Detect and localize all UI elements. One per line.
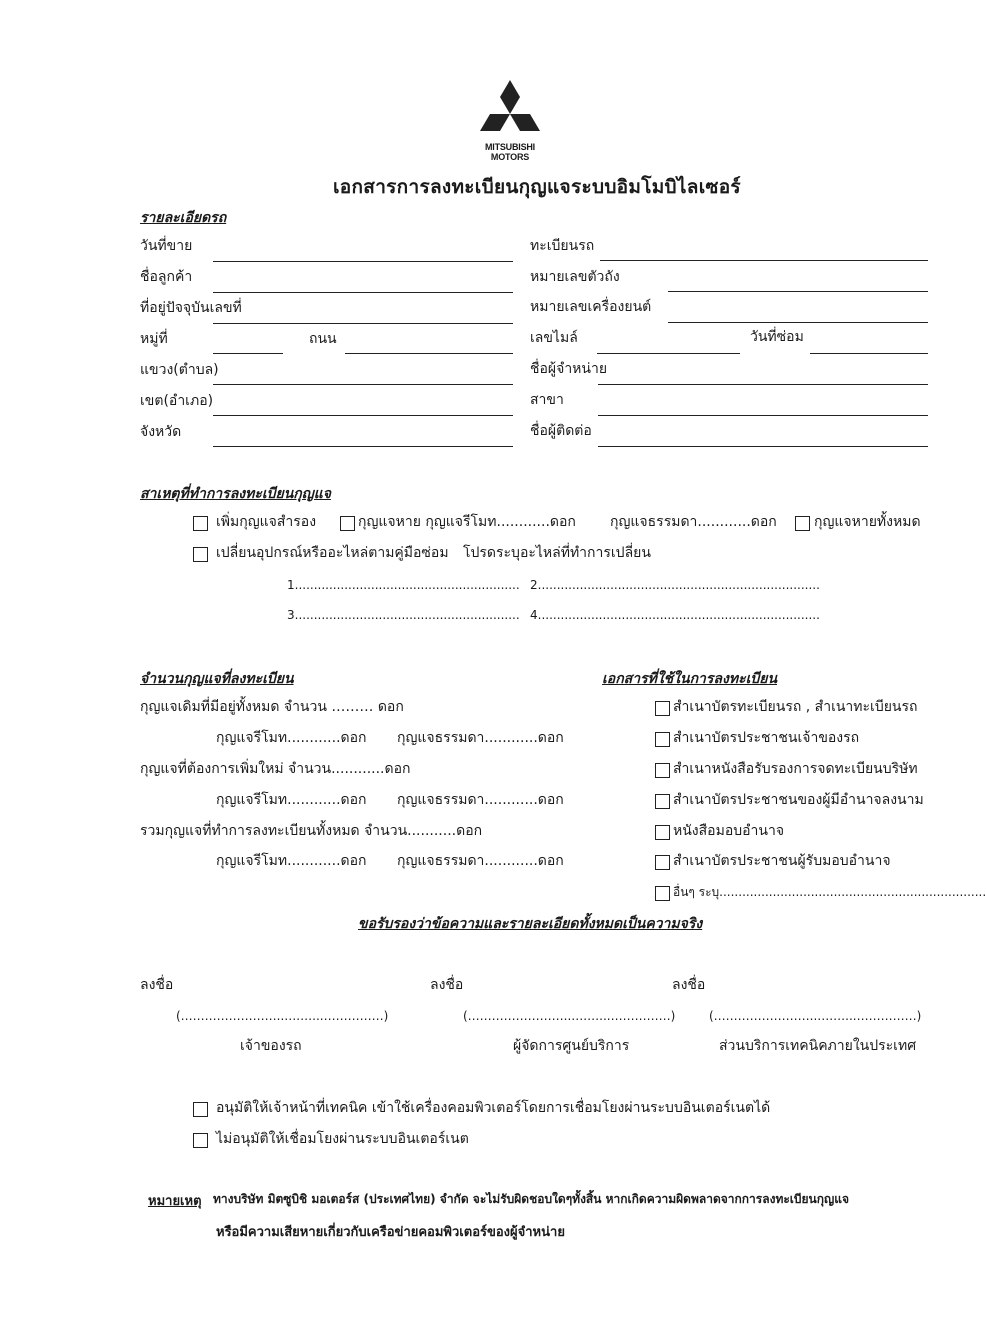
sign-label-tech: ลงชื่อ bbox=[672, 977, 706, 993]
doc-checkbox[interactable] bbox=[655, 825, 670, 840]
allow-remote-label: อนุมัติให้เจ้าหน้าที่เทคนิค เข้าใช้เครื่องคอมพิวเตอร์โดยการเชื่อมโยงผ่านระบบอินเตอร์เนตได้ bbox=[216, 1100, 771, 1116]
replace-parts-checkbox[interactable] bbox=[193, 547, 208, 562]
total-remote-field[interactable]: กุญแจรีโมท............ดอก bbox=[216, 853, 367, 869]
registration-field[interactable] bbox=[600, 260, 928, 261]
certify-statement: ขอรับรองว่าข้อความและรายละเอียดทั้งหมดเป็นความจริง bbox=[358, 916, 703, 932]
doc-item: สำเนาบัตรประชาชนเจ้าของรถ bbox=[673, 730, 860, 746]
logo-line2: MOTORS bbox=[490, 152, 530, 162]
branch-field[interactable] bbox=[598, 415, 928, 416]
owner-title: เจ้าของรถ bbox=[240, 1038, 302, 1054]
tech-title: ส่วนบริการเทคนิคภายในประเทศ bbox=[719, 1038, 917, 1054]
doc-other-checkbox[interactable] bbox=[655, 886, 670, 901]
doc-item: สำเนาบัตรประชาชนของผู้มีอำนาจลงนาม bbox=[673, 792, 924, 808]
road-field[interactable] bbox=[345, 353, 513, 354]
lost-all-label: กุญแจหายทั้งหมด bbox=[814, 514, 921, 530]
doc-item: สำเนาบัตรประชาชนผู้รับมอบอำนาจ bbox=[673, 853, 891, 869]
doc-item: หนังสือมอบอำนาจ bbox=[673, 823, 785, 839]
lost-normal-label: กุญแจธรรมดา............ดอก bbox=[610, 514, 777, 530]
logo-text bbox=[470, 142, 550, 162]
add-spare-label: เพิ่มกุญแจสำรอง bbox=[216, 514, 317, 530]
new-keys-field[interactable]: กุญแจที่ต้องการเพิ่มใหม่ จำนวน............ดอก bbox=[140, 761, 411, 777]
branch-label: สาขา bbox=[530, 392, 564, 408]
doc-item: สำเนาหนังสือรับรองการจดทะเบียนบริษัท bbox=[673, 761, 918, 777]
chassis-no-label: หมายเลขตัวถัง bbox=[530, 269, 620, 285]
new-remote-field[interactable]: กุญแจรีโมท............ดอก bbox=[216, 792, 367, 808]
doc-checkbox[interactable] bbox=[655, 732, 670, 747]
doc-checkbox[interactable] bbox=[655, 855, 670, 870]
engine-no-field[interactable] bbox=[668, 322, 928, 323]
dealer-name-field[interactable] bbox=[598, 384, 928, 385]
manager-title: ผู้จัดการศูนย์บริการ bbox=[513, 1038, 630, 1054]
registration-label: ทะเบียนรถ bbox=[530, 238, 595, 254]
moo-field[interactable] bbox=[213, 353, 283, 354]
existing-keys-field[interactable]: กุญแจเดิมที่มีอยู่ทั้งหมด จำนวน ……… ดอก bbox=[140, 699, 404, 715]
contact-name-field[interactable] bbox=[598, 446, 928, 447]
mileage-label: เลขไมล์ bbox=[530, 330, 578, 346]
part-4-field[interactable]: 4.......................................................................... bbox=[530, 608, 820, 622]
district-label: เขต(อำเภอ) bbox=[140, 393, 214, 409]
district-field[interactable] bbox=[213, 415, 513, 416]
engine-no-label: หมายเลขเครื่องยนต์ bbox=[530, 299, 652, 315]
subdistrict-field[interactable] bbox=[213, 384, 513, 385]
sign-label-owner: ลงชื่อ bbox=[140, 977, 174, 993]
logo-line1: MITSUBISHI bbox=[484, 142, 535, 152]
existing-remote-field[interactable]: กุญแจรีโมท............ดอก bbox=[216, 730, 367, 746]
note-label: หมายเหตุ bbox=[148, 1194, 202, 1209]
doc-checkbox[interactable] bbox=[655, 794, 670, 809]
subdistrict-label: แขวง(ตำบล) bbox=[140, 362, 219, 378]
three-diamonds-icon bbox=[470, 78, 550, 138]
tech-signature-field[interactable]: (……………………..….…...……………) bbox=[709, 1009, 922, 1023]
add-spare-checkbox[interactable] bbox=[193, 516, 208, 531]
road-label: ถนน bbox=[309, 331, 337, 347]
total-keys-field[interactable]: รวมกุญแจที่ทำการลงทะเบียนทั้งหมด จำนวน...........ดอก bbox=[140, 823, 483, 839]
sale-date-field[interactable] bbox=[213, 261, 513, 262]
lost-all-checkbox[interactable] bbox=[795, 516, 810, 531]
reason-heading: สาเหตุที่ทำการลงทะเบียนกุญแจ bbox=[140, 486, 331, 502]
allow-remote-checkbox[interactable] bbox=[193, 1102, 208, 1117]
mitsubishi-logo bbox=[470, 78, 550, 160]
new-normal-field[interactable]: กุญแจธรรมดา............ดอก bbox=[397, 792, 564, 808]
address-no-label: ที่อยู่ปัจจุบันเลขที่ bbox=[140, 300, 242, 316]
manager-signature-field[interactable]: (……………………..….…...……………) bbox=[463, 1009, 676, 1023]
specify-parts-label: โปรดระบุอะไหล่ที่ทำการเปลี่ยน bbox=[463, 545, 651, 561]
part-3-field[interactable]: 3........................................................... bbox=[287, 608, 520, 622]
doc-other-field[interactable]: อื่นๆ ระบุ...................................................................... bbox=[673, 885, 986, 899]
dealer-name-label: ชื่อผู้จำหน่าย bbox=[530, 361, 608, 377]
lost-key-checkbox[interactable] bbox=[340, 516, 355, 531]
contact-name-label: ชื่อผู้ติดต่อ bbox=[530, 423, 592, 439]
moo-label: หมู่ที่ bbox=[140, 331, 168, 347]
total-normal-field[interactable]: กุญแจธรรมดา............ดอก bbox=[397, 853, 564, 869]
sign-label-manager: ลงชื่อ bbox=[430, 977, 464, 993]
mileage-field[interactable] bbox=[597, 353, 740, 354]
repair-date-label: วันที่ซ่อม bbox=[750, 329, 804, 345]
province-field[interactable] bbox=[213, 446, 513, 447]
note-line-2: หรือมีความเสียหายเกี่ยวกับเครือข่ายคอมพิวเตอร์ของผู้จำหน่าย bbox=[216, 1225, 565, 1240]
document-title: เอกสารการลงทะเบียนกุญแจระบบอิมโมบิไลเซอร์ bbox=[333, 176, 741, 198]
vehicle-details-heading: รายละเอียดรถ bbox=[140, 210, 227, 226]
doc-item: สำเนาบัตรทะเบียนรถ , สำเนาทะเบียนรถ bbox=[673, 699, 918, 715]
customer-name-field[interactable] bbox=[213, 292, 513, 293]
repair-date-field[interactable] bbox=[810, 353, 928, 354]
note-line-1: ทางบริษัท มิตซูบิชิ มอเตอร์ส (ประเทศไทย) จำกัด จะไม่รับผิดชอบใดๆทั้งสิ้น หากเกิดความผิดพลาดจากการลงทะเบียนกุญแจ bbox=[213, 1192, 850, 1206]
key-count-heading: จำนวนกุญแจที่ลงทะเบียน bbox=[140, 671, 294, 687]
chassis-no-field[interactable] bbox=[668, 291, 928, 292]
existing-normal-field[interactable]: กุญแจธรรมดา............ดอก bbox=[397, 730, 564, 746]
replace-parts-label: เปลี่ยนอุปกรณ์หรืออะไหล่ตามคู่มือซ่อม bbox=[216, 545, 449, 561]
deny-remote-label: ไม่อนุมัติให้เชื่อมโยงผ่านระบบอินเตอร์เนต bbox=[216, 1131, 469, 1147]
doc-checkbox[interactable] bbox=[655, 763, 670, 778]
deny-remote-checkbox[interactable] bbox=[193, 1133, 208, 1148]
part-1-field[interactable]: 1........................................................... bbox=[287, 578, 520, 592]
documents-heading: เอกสารที่ใช้ในการลงทะเบียน bbox=[602, 671, 778, 687]
doc-checkbox[interactable] bbox=[655, 701, 670, 716]
lost-remote-label: กุญแจหาย กุญแจรีโมท............ดอก bbox=[358, 514, 576, 530]
part-2-field[interactable]: 2.......................................................................... bbox=[530, 578, 820, 592]
province-label: จังหวัด bbox=[140, 424, 182, 440]
address-no-field[interactable] bbox=[213, 323, 513, 324]
sale-date-label: วันที่ขาย bbox=[140, 238, 193, 254]
owner-signature-field[interactable]: (……………………..….…...……………) bbox=[176, 1009, 389, 1023]
customer-name-label: ชื่อลูกค้า bbox=[140, 269, 193, 285]
